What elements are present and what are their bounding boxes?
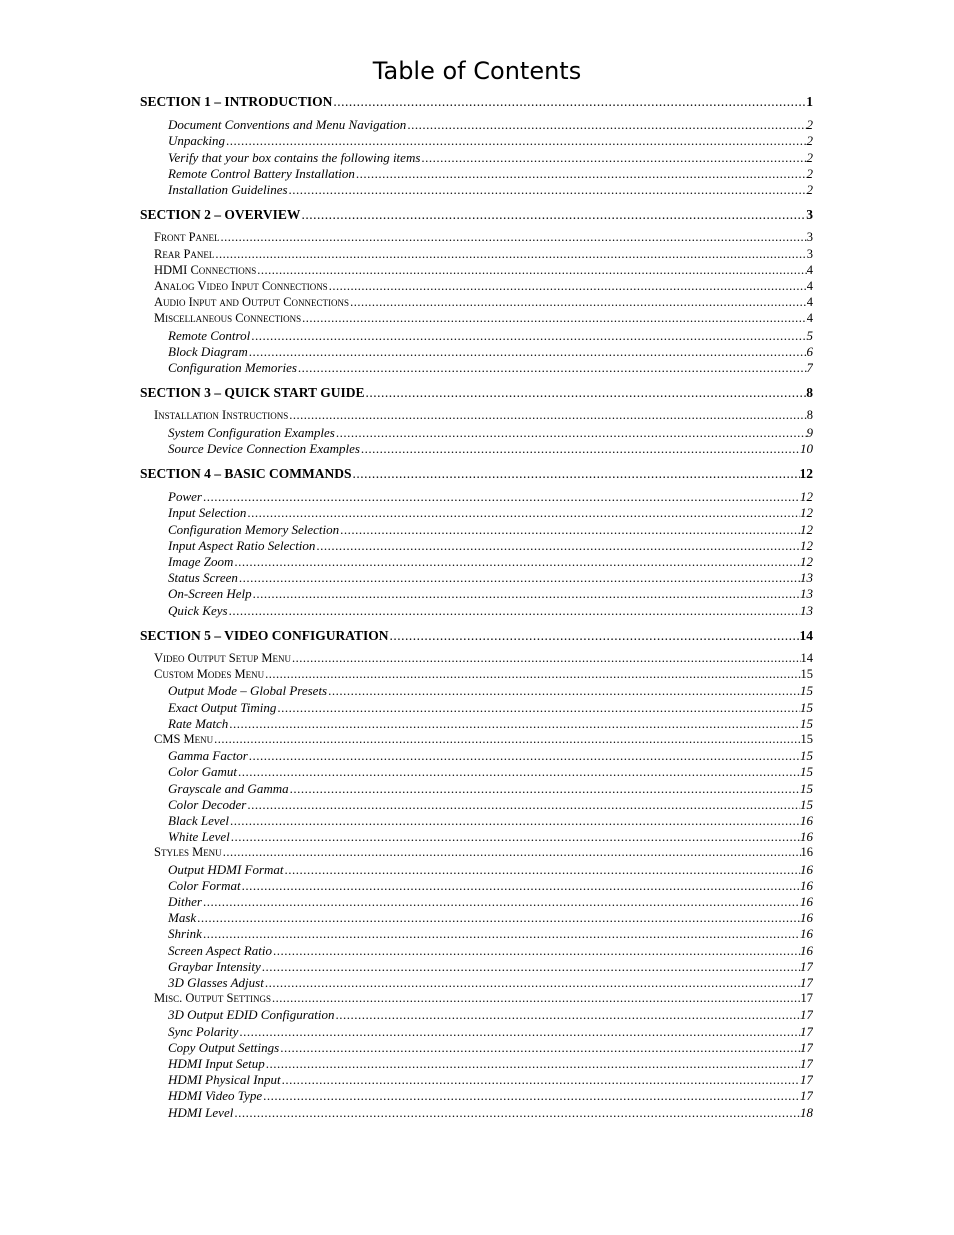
toc-entry-page: 9	[806, 424, 813, 440]
toc-entry-page: 4	[806, 262, 813, 277]
toc-entry-title: Black Level	[168, 813, 229, 828]
toc-entry-title: Output Mode – Global Presets	[168, 683, 328, 699]
toc-entry-page: 15	[800, 683, 813, 699]
toc-entry-title: CMS Menu	[154, 732, 214, 746]
toc-entry-title: Source Device Connection Examples	[168, 440, 360, 456]
toc-entry-title: HDMI Input Setup	[168, 1056, 265, 1071]
dot-leader	[327, 683, 800, 699]
dot-leader	[202, 489, 800, 505]
toc-entry-title: Color Decoder	[168, 796, 247, 812]
toc-entry[interactable]	[140, 910, 813, 926]
toc-entry-page: 8	[806, 408, 813, 423]
dot-leader	[291, 651, 801, 666]
toc-entry-page: 15	[800, 764, 813, 780]
toc-entry-page: 2	[806, 182, 813, 197]
toc-entry[interactable]	[140, 166, 813, 182]
toc-entry-title: Remote Control Battery Installation	[168, 165, 355, 181]
dot-leader	[261, 959, 800, 975]
dot-leader	[238, 1024, 800, 1040]
toc-entry-title: Input Selection	[168, 505, 247, 521]
toc-entry-title: Exact Output Timing	[168, 699, 277, 715]
toc-entry[interactable]	[140, 926, 813, 942]
dot-leader	[352, 466, 800, 482]
toc-entry[interactable]	[140, 522, 813, 538]
dot-leader	[264, 975, 800, 991]
toc-entry-page: 5	[806, 327, 813, 343]
toc-entry-page: 1	[806, 94, 813, 109]
toc-entry-page: 2	[806, 117, 813, 133]
dot-leader	[202, 926, 800, 942]
toc-entry-page: 15	[800, 667, 813, 682]
toc-entry[interactable]	[140, 1040, 813, 1056]
toc-entry-title: Audio Input and Output Connections	[154, 295, 350, 310]
toc-entry[interactable]	[140, 295, 813, 311]
toc-entry-title: Installation Guidelines	[168, 182, 288, 197]
toc-entry[interactable]	[140, 570, 813, 586]
dot-leader	[233, 1105, 800, 1121]
toc-entry[interactable]	[140, 230, 813, 246]
toc-entry[interactable]	[140, 700, 813, 716]
toc-entry-title: 3D Glasses Adjust	[168, 975, 264, 990]
toc-entry-page: 16	[800, 877, 813, 893]
toc-entry-title: Mask	[168, 910, 197, 926]
toc-entry-page: 15	[800, 780, 813, 796]
toc-entry[interactable]	[140, 1105, 813, 1121]
dot-leader	[315, 538, 800, 554]
dot-leader	[406, 117, 806, 133]
toc-entry-page: 15	[800, 715, 813, 731]
toc-entry[interactable]	[140, 991, 813, 1007]
toc-entry-page: 16	[800, 942, 813, 958]
toc-entry-title: SECTION 5 – VIDEO CONFIGURATION	[140, 627, 389, 643]
toc-entry[interactable]	[140, 748, 813, 764]
toc-entry[interactable]	[140, 732, 813, 748]
toc-entry[interactable]	[140, 716, 813, 732]
toc-entry-page: 3	[806, 230, 813, 245]
toc-entry-title: Input Aspect Ratio Selection	[168, 537, 316, 553]
toc-entry[interactable]	[140, 207, 813, 225]
toc-entry-title: Installation Instructions	[154, 408, 289, 423]
toc-entry-page: 17	[800, 975, 813, 990]
dot-leader	[355, 166, 807, 182]
toc-entry[interactable]	[140, 603, 813, 619]
toc-entry-title: Block Diagram	[168, 343, 248, 359]
toc-entry[interactable]	[140, 150, 813, 166]
toc-entry-page: 15	[800, 732, 813, 746]
toc-entry[interactable]	[140, 94, 813, 112]
toc-entry-page: 2	[806, 149, 813, 165]
dot-leader	[288, 408, 807, 423]
toc-entry-title: SECTION 1 – INTRODUCTION	[140, 94, 333, 109]
toc-entry[interactable]	[140, 829, 813, 845]
dot-leader	[237, 764, 800, 780]
toc-entry-page: 17	[800, 1056, 813, 1071]
toc-entry-title: Front Panel	[154, 230, 220, 245]
toc-entry[interactable]	[140, 586, 813, 602]
toc-entry-page: 13	[800, 602, 813, 618]
toc-entry-page: 15	[800, 796, 813, 812]
dot-leader	[297, 360, 807, 376]
dot-leader	[364, 385, 806, 401]
dot-leader	[271, 991, 801, 1006]
toc-entry-title: HDMI Connections	[154, 262, 257, 277]
toc-entry-title: Rear Panel	[154, 246, 215, 261]
dot-leader	[222, 845, 801, 860]
toc-entry[interactable]	[140, 894, 813, 910]
dot-leader	[241, 878, 800, 894]
toc-entry-title: Color Gamut	[168, 764, 237, 780]
dot-leader	[228, 716, 800, 732]
toc-entry-page: 16	[800, 910, 813, 926]
toc-entry-page: 15	[800, 699, 813, 715]
toc-entry-title: Configuration Memory Selection	[168, 521, 340, 537]
toc-entry-page: 13	[800, 570, 813, 586]
toc-entry-page: 16	[800, 861, 813, 877]
dot-leader	[289, 781, 800, 797]
dot-leader	[228, 603, 800, 619]
toc-entry[interactable]	[140, 133, 813, 149]
dot-leader	[332, 94, 806, 110]
toc-entry[interactable]	[140, 781, 813, 797]
dot-leader	[272, 943, 800, 959]
toc-entry-page: 17	[800, 991, 813, 1006]
toc-entry-page: 2	[806, 133, 813, 149]
toc-entry[interactable]	[140, 311, 813, 327]
toc-entry[interactable]	[140, 667, 813, 683]
toc-entry[interactable]	[140, 538, 813, 554]
toc-entry-title: SECTION 3 – QUICK START GUIDE	[140, 385, 365, 401]
toc-entry[interactable]	[140, 489, 813, 505]
toc-entry-page: 16	[800, 926, 813, 942]
toc-entry[interactable]	[140, 683, 813, 699]
dot-leader	[279, 1040, 800, 1056]
toc-entry[interactable]	[140, 943, 813, 959]
toc-entry[interactable]	[140, 279, 813, 295]
toc-entry-title: Graybar Intensity	[168, 958, 261, 974]
dot-leader	[229, 813, 800, 829]
toc-entry[interactable]	[140, 862, 813, 878]
toc-entry-title: Sync Polarity	[168, 1023, 239, 1039]
dot-leader	[420, 150, 806, 166]
toc-entry-title: Quick Keys	[168, 602, 228, 618]
toc-entry-title: Analog Video Input Connections	[154, 279, 328, 293]
toc-entry-title: Shrink	[168, 926, 202, 942]
toc-entry[interactable]	[140, 959, 813, 975]
toc-entry[interactable]	[140, 182, 813, 198]
toc-entry-page: 16	[800, 829, 813, 845]
toc-entry[interactable]	[140, 247, 813, 263]
toc-entry-page: 17	[800, 1007, 813, 1023]
toc-entry[interactable]	[140, 1088, 813, 1104]
toc-entry-title: HDMI Physical Input	[168, 1072, 281, 1088]
toc-entry-title: Output HDMI Format	[168, 861, 284, 877]
toc-entry-page: 13	[800, 586, 813, 602]
dot-leader	[301, 311, 807, 326]
dot-leader	[281, 1072, 800, 1088]
toc-entry[interactable]	[140, 425, 813, 441]
toc-entry-title: HDMI Video Type	[168, 1088, 263, 1104]
dot-leader	[256, 263, 806, 278]
toc-entry[interactable]	[140, 408, 813, 424]
toc-entry-page: 16	[800, 845, 813, 860]
toc-entry-title: SECTION 2 – OVERVIEW	[140, 207, 301, 223]
toc-entry[interactable]	[140, 328, 813, 344]
dot-leader	[288, 182, 807, 198]
toc-entry-title: Grayscale and Gamma	[168, 780, 289, 796]
toc-entry-title: HDMI Level	[168, 1104, 234, 1120]
dot-leader	[214, 247, 806, 262]
toc-entry[interactable]	[140, 505, 813, 521]
toc-entry-page: 17	[800, 1088, 813, 1104]
toc-entry-page: 2	[806, 165, 813, 181]
dot-leader	[250, 328, 806, 344]
toc-entry[interactable]	[140, 813, 813, 829]
toc-entry-title: 3D Output EDID Configuration	[168, 1007, 335, 1023]
toc-entry-title: Styles Menu	[154, 845, 222, 860]
toc-entry-title: Gamma Factor	[168, 748, 248, 764]
dot-leader	[360, 441, 800, 457]
dot-leader	[220, 230, 807, 245]
dot-leader	[233, 554, 800, 570]
dot-leader	[300, 207, 806, 223]
toc-entry[interactable]	[140, 1072, 813, 1088]
toc-entry-page: 17	[800, 1023, 813, 1039]
dot-leader	[264, 667, 800, 682]
toc-entry[interactable]	[140, 764, 813, 780]
toc-entry-page: 15	[800, 748, 813, 764]
toc-entry-page: 12	[800, 489, 813, 505]
toc-entry[interactable]	[140, 117, 813, 133]
toc-entry[interactable]	[140, 628, 813, 646]
toc-entry[interactable]	[140, 360, 813, 376]
dot-leader	[202, 894, 800, 910]
toc-entry-title: Copy Output Settings	[168, 1039, 280, 1055]
toc-entry-title: Status Screen	[168, 570, 238, 586]
toc-entry-page: 17	[800, 958, 813, 974]
dot-leader	[284, 862, 800, 878]
toc-entry-title: Color Format	[168, 877, 241, 893]
dot-leader	[246, 797, 800, 813]
toc-entry-page: 14	[799, 627, 813, 643]
dot-leader	[349, 295, 807, 310]
dot-leader	[213, 732, 800, 747]
toc-entry-page: 4	[806, 295, 813, 310]
toc-entry-page: 3	[806, 207, 813, 223]
toc-entry-page: 4	[806, 311, 813, 326]
toc-entry-page: 17	[800, 1039, 813, 1055]
toc-entry-title: On-Screen Help	[168, 586, 252, 602]
toc-entry[interactable]	[140, 1024, 813, 1040]
dot-leader	[339, 522, 800, 538]
dot-leader	[225, 133, 806, 149]
toc-entry[interactable]	[140, 878, 813, 894]
toc-entry-page: 3	[806, 246, 813, 261]
toc-entry-page: 12	[800, 537, 813, 553]
toc-entry-title: Video Output Setup Menu	[154, 651, 291, 665]
dot-leader	[230, 829, 800, 845]
dot-leader	[334, 1007, 800, 1023]
dot-leader	[276, 700, 800, 716]
toc-entry-title: Configuration Memories	[168, 360, 297, 375]
toc-entry[interactable]	[140, 554, 813, 570]
toc-entry-title: Rate Match	[168, 715, 229, 731]
toc-entry-page: 7	[806, 360, 813, 375]
toc-entry[interactable]	[140, 466, 813, 484]
dot-leader	[238, 570, 800, 586]
toc-entry-title: Miscellaneous Connections	[154, 311, 302, 326]
toc-entry[interactable]	[140, 441, 813, 457]
dot-leader	[248, 748, 800, 764]
dot-leader	[262, 1088, 800, 1104]
page-title: Table of Contents	[372, 57, 582, 85]
dot-leader	[248, 344, 807, 360]
toc-entry-page: 12	[800, 554, 813, 569]
toc-entry-page: 17	[800, 1072, 813, 1088]
toc-entry[interactable]	[140, 797, 813, 813]
toc-entry-title: SECTION 4 – BASIC COMMANDS	[140, 466, 352, 481]
toc-entry-title: White Level	[168, 829, 230, 845]
toc-entry-title: Custom Modes Menu	[154, 667, 265, 682]
toc-entry[interactable]	[140, 845, 813, 861]
toc-entry-page: 6	[806, 343, 813, 359]
toc-entry-page: 12	[800, 505, 813, 521]
toc-entry[interactable]	[140, 1056, 813, 1072]
toc-entry-page: 14	[800, 651, 813, 665]
toc-entry-page: 18	[800, 1104, 813, 1120]
dot-leader	[389, 628, 800, 644]
dot-leader	[265, 1056, 800, 1072]
toc-entry-page: 12	[800, 521, 813, 537]
toc-entry[interactable]	[140, 1007, 813, 1023]
toc-entry-page: 10	[800, 440, 813, 456]
toc-entry-title: Unpacking	[168, 133, 226, 149]
toc-entry-title: Document Conventions and Menu Navigation	[168, 117, 407, 133]
toc-entry-title: Misc. Output Settings	[154, 991, 271, 1006]
toc-entry-title: Verify that your box contains the following items	[168, 149, 421, 165]
toc-entry-title: Power	[168, 489, 202, 505]
toc-entry-page: 16	[800, 894, 813, 909]
toc-entry-title: Remote Control	[168, 327, 251, 343]
toc-entry[interactable]	[140, 975, 813, 991]
toc-entry-title: Image Zoom	[168, 554, 234, 569]
toc-entry-page: 8	[806, 385, 813, 401]
toc-entry-page: 4	[806, 279, 813, 293]
toc-entry[interactable]	[140, 651, 813, 667]
toc-entry-title: Dither	[168, 894, 202, 909]
toc-entry-page: 16	[800, 813, 813, 828]
toc-entry-title: Screen Aspect Ratio	[168, 942, 272, 958]
toc-entry-page: 12	[799, 466, 813, 481]
dot-leader	[328, 279, 807, 294]
dot-leader	[196, 910, 800, 926]
dot-leader	[252, 586, 800, 602]
toc-entry[interactable]	[140, 263, 813, 279]
toc-entry[interactable]	[140, 385, 813, 403]
toc-entry[interactable]	[140, 344, 813, 360]
dot-leader	[246, 505, 800, 521]
dot-leader	[335, 425, 807, 441]
toc-entry-title: System Configuration Examples	[168, 424, 335, 440]
